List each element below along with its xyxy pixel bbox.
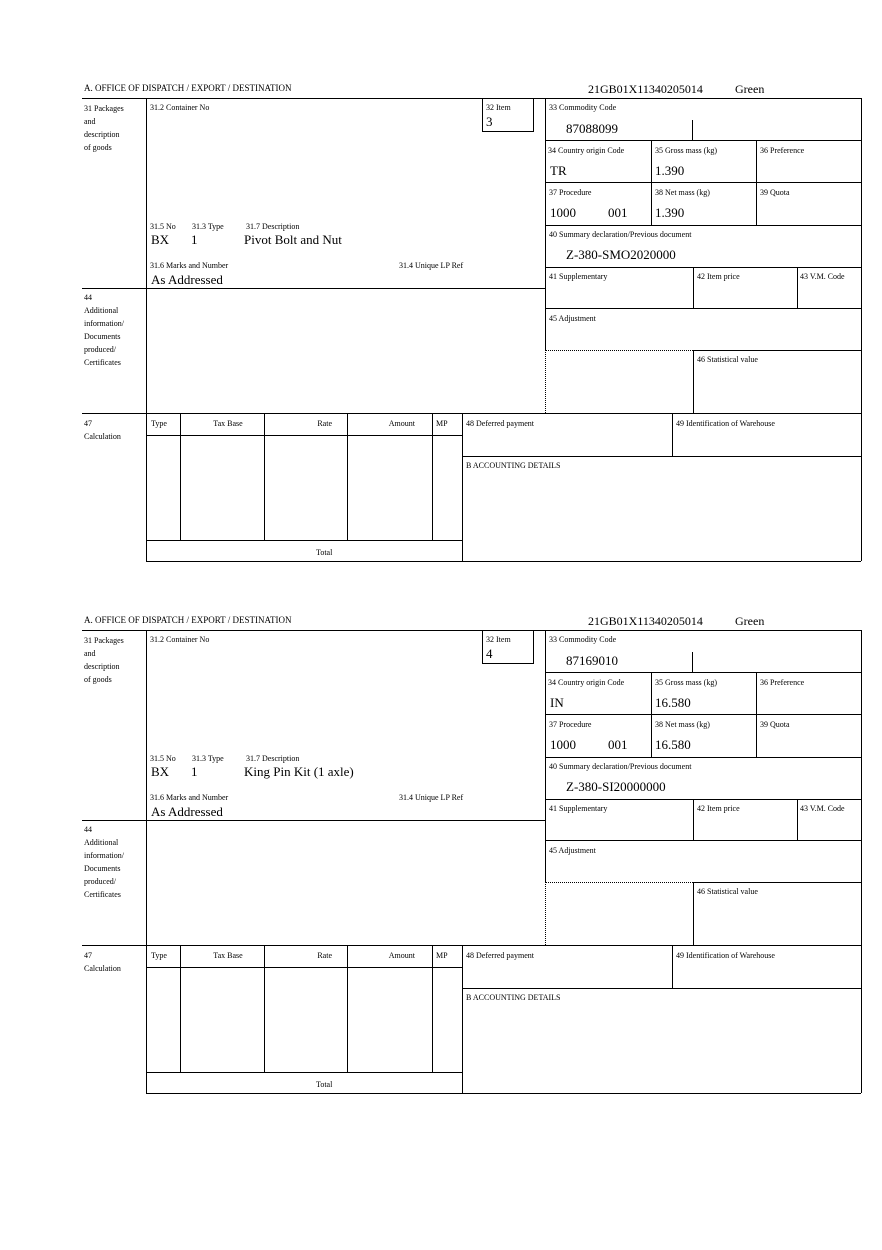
row-line-288: [82, 820, 545, 821]
calc-col-347: [347, 945, 348, 1072]
declaration-reference: 21GB01X11340205014: [588, 82, 703, 96]
commodity-code-value: 87169010: [566, 653, 618, 668]
description-label: 31.7 Description: [246, 754, 300, 763]
calc-header-line: [146, 435, 462, 436]
commodity-code-label: 33 Commodity Code: [549, 103, 617, 112]
country-origin-value: IN: [550, 695, 564, 710]
office-header: A. OFFICE OF DISPATCH / EXPORT / DESTINATION: [84, 615, 292, 625]
form-top-border: [82, 98, 861, 99]
preference-label: 36 Preference: [760, 678, 805, 687]
additional-info-label: 44 Additional information/ Documents produced/ Certificates: [84, 293, 124, 367]
summary-declaration-label: 40 Summary declaration/Previous document: [549, 762, 692, 771]
form-bottom-border: [146, 1093, 861, 1094]
row-line-140: [545, 672, 861, 673]
form-right-border: [861, 98, 862, 561]
calc-total-label: Total: [316, 548, 333, 557]
type-label: 31.3 Type: [192, 222, 224, 231]
description-left-border: [146, 630, 147, 1093]
procedure-main-value: 1000: [550, 737, 576, 752]
supplementary-label: 41 Supplementary: [549, 272, 608, 281]
status-badge: Green: [735, 82, 765, 96]
right-block-dotted-divider: [545, 350, 546, 413]
summary-declaration-value: Z-380-SMO2020000: [566, 247, 676, 262]
net-mass-value: 1.390: [655, 205, 685, 220]
supplementary-label: 41 Supplementary: [549, 804, 608, 813]
item-box-right: [533, 98, 534, 131]
col-divider-672: [672, 945, 673, 988]
packages-label: 31 Packages and description of goods: [84, 636, 124, 684]
calc-rate-header: Rate: [317, 419, 332, 428]
item-box-right: [533, 630, 534, 663]
calc-rate-header: Rate: [317, 951, 332, 960]
no-label: 31.5 No: [150, 222, 176, 231]
row-line-288: [82, 288, 545, 289]
country-origin-label: 34 Country origin Code: [548, 678, 625, 687]
additional-info-label: 44 Additional information/ Documents produced/ Certificates: [84, 825, 124, 899]
marks-number-value: As Addressed: [151, 272, 223, 287]
right-block-left-border: [545, 630, 546, 882]
procedure-label: 37 Procedure: [549, 188, 592, 197]
col-divider-797: [797, 267, 798, 308]
calc-total-label: Total: [316, 1080, 333, 1089]
marks-number-label: 31.6 Marks and Number: [150, 261, 229, 270]
no-value: BX: [151, 232, 170, 247]
adjustment-dotted-line: [545, 350, 693, 351]
row-line-308: [545, 840, 861, 841]
net-mass-value: 16.580: [655, 737, 691, 752]
description-value: Pivot Bolt and Nut: [244, 232, 342, 247]
no-value: BX: [151, 764, 170, 779]
description-left-border: [146, 98, 147, 561]
summary-declaration-label: 40 Summary declaration/Previous document: [549, 230, 692, 239]
commodity-code-label: 33 Commodity Code: [549, 635, 617, 644]
country-origin-label: 34 Country origin Code: [548, 146, 625, 155]
calc-type-header: Type: [151, 951, 167, 960]
row-line-456: [462, 988, 861, 989]
item-box-bottom: [482, 663, 534, 664]
item-number: 4: [486, 646, 493, 661]
calc-tax-base-header: Tax Base: [213, 951, 243, 960]
right-block-left-border: [545, 98, 546, 350]
calc-amount-header: Amount: [388, 951, 415, 960]
procedure-extra-value: 001: [608, 737, 628, 752]
type-value: 1: [191, 764, 198, 779]
calculation-label: 47 Calculation: [84, 419, 121, 441]
gross-mass-value: 16.580: [655, 695, 691, 710]
item-number: 3: [486, 114, 493, 129]
declaration-item-form: [0, 532, 882, 1089]
commodity-code-value: 87088099: [566, 121, 618, 136]
procedure-main-value: 1000: [550, 205, 576, 220]
statistical-top-line: [693, 350, 861, 351]
calc-header-line: [146, 967, 462, 968]
packages-label: 31 Packages and description of goods: [84, 104, 124, 152]
calc-col-432: [432, 413, 433, 540]
calc-col-347: [347, 413, 348, 540]
vm-code-label: 43 V.M. Code: [800, 272, 845, 281]
row-line-456: [462, 456, 861, 457]
calc-col-462: [462, 945, 463, 1093]
adjustment-label: 45 Adjustment: [549, 846, 596, 855]
row-line-225: [545, 225, 861, 226]
row-line-267: [545, 267, 861, 268]
type-label: 31.3 Type: [192, 754, 224, 763]
calculation-label: 47 Calculation: [84, 951, 121, 973]
col-divider-693: [693, 267, 694, 308]
calc-type-header: Type: [151, 419, 167, 428]
net-mass-label: 38 Net mass (kg): [655, 188, 710, 197]
commodity-code-divider: [692, 652, 693, 672]
form-right-border: [861, 630, 862, 1093]
item-price-label: 42 Item price: [697, 272, 740, 281]
calc-col-180: [180, 945, 181, 1072]
gross-mass-value: 1.390: [655, 163, 685, 178]
row-line-182: [545, 714, 861, 715]
preference-label: 36 Preference: [760, 146, 805, 155]
unique-lp-ref-label: 31.4 Unique LP Ref: [399, 261, 464, 270]
accounting-details-label: B ACCOUNTING DETAILS: [466, 461, 561, 470]
container-no-label: 31.2 Container No: [150, 103, 210, 112]
no-label: 31.5 No: [150, 754, 176, 763]
deferred-payment-label: 48 Deferred payment: [466, 419, 534, 428]
col-divider-797: [797, 799, 798, 840]
statistical-value-label: 46 Statistical value: [697, 355, 758, 364]
item-price-label: 42 Item price: [697, 804, 740, 813]
warehouse-label: 49 Identification of Warehouse: [676, 419, 775, 428]
statistical-value-label: 46 Statistical value: [697, 887, 758, 896]
calc-col-264: [264, 413, 265, 540]
calc-col-180: [180, 413, 181, 540]
row-line-140: [545, 140, 861, 141]
row-line-308: [545, 308, 861, 309]
container-no-label: 31.2 Container No: [150, 635, 210, 644]
calc-amount-header: Amount: [388, 419, 415, 428]
unique-lp-ref-label: 31.4 Unique LP Ref: [399, 793, 464, 802]
calc-total-line: [146, 1072, 462, 1073]
accounting-details-label: B ACCOUNTING DETAILS: [466, 993, 561, 1002]
country-origin-value: TR: [550, 163, 567, 178]
warehouse-label: 49 Identification of Warehouse: [676, 951, 775, 960]
row-line-267: [545, 799, 861, 800]
row-line-413: [82, 413, 861, 414]
procedure-label: 37 Procedure: [549, 720, 592, 729]
summary-declaration-value: Z-380-SI20000000: [566, 779, 666, 794]
row-line-413: [82, 945, 861, 946]
item-label: 32 Item: [486, 635, 511, 644]
description-label: 31.7 Description: [246, 222, 300, 231]
right-block-dotted-divider: [545, 882, 546, 945]
col-divider-672: [672, 413, 673, 456]
type-value: 1: [191, 232, 198, 247]
calc-mp-header: MP: [436, 419, 448, 428]
calc-mp-header: MP: [436, 951, 448, 960]
item-box-left: [482, 98, 483, 131]
form-top-border: [82, 630, 861, 631]
statistical-top-line: [693, 882, 861, 883]
statistical-left-line: [693, 350, 694, 413]
quota-label: 39 Quota: [760, 720, 790, 729]
quota-label: 39 Quota: [760, 188, 790, 197]
calc-tax-base-header: Tax Base: [213, 419, 243, 428]
commodity-code-divider: [692, 120, 693, 140]
item-box-left: [482, 630, 483, 663]
gross-mass-label: 35 Gross mass (kg): [655, 146, 717, 155]
calc-col-432: [432, 945, 433, 1072]
gross-mass-label: 35 Gross mass (kg): [655, 678, 717, 687]
procedure-extra-value: 001: [608, 205, 628, 220]
item-label: 32 Item: [486, 103, 511, 112]
calc-col-264: [264, 945, 265, 1072]
statistical-left-line: [693, 882, 694, 945]
col-divider-693: [693, 799, 694, 840]
deferred-payment-label: 48 Deferred payment: [466, 951, 534, 960]
row-line-225: [545, 757, 861, 758]
item-box-bottom: [482, 131, 534, 132]
adjustment-dotted-line: [545, 882, 693, 883]
office-header: A. OFFICE OF DISPATCH / EXPORT / DESTINATION: [84, 83, 292, 93]
marks-number-value: As Addressed: [151, 804, 223, 819]
declaration-item-form: [0, 0, 882, 557]
row-line-182: [545, 182, 861, 183]
declaration-reference: 21GB01X11340205014: [588, 614, 703, 628]
status-badge: Green: [735, 614, 765, 628]
net-mass-label: 38 Net mass (kg): [655, 720, 710, 729]
marks-number-label: 31.6 Marks and Number: [150, 793, 229, 802]
adjustment-label: 45 Adjustment: [549, 314, 596, 323]
vm-code-label: 43 V.M. Code: [800, 804, 845, 813]
description-value: King Pin Kit (1 axle): [244, 764, 354, 779]
